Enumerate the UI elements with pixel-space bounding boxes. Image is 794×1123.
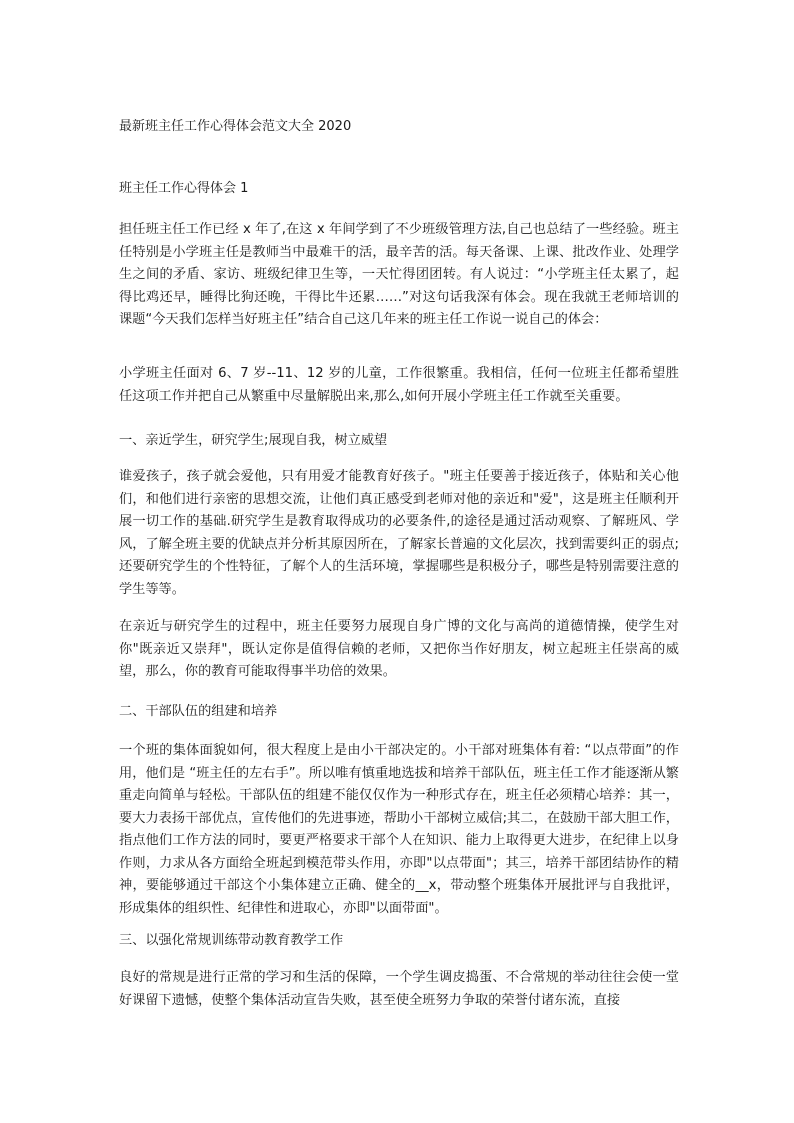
heading-section-2: 二、干部队伍的组建和培养 — [119, 704, 278, 719]
paragraph-prestige: 在亲近与研究学生的过程中，班主任要努力展现自身广博的文化与高尚的道德情操，使学生对你"既亲近又崇拜"，既认定你是值得信赖的老师，又把你当作好朋友，树立起班主任崇高的威望，那么，你的教育可能取得事半功倍的效果。 — [119, 619, 679, 679]
heading-section-3: 三、以强化常规训练带动教育教学工作 — [119, 933, 344, 948]
paragraph-routine: 良好的常规是进行正常的学习和生活的保障，一个学生调皮捣蛋、不合常规的举动往往会使一堂好课留下遗憾，使整个集体活动宣告失败，甚至使全班努力争取的荣誉付诸东流，直接 — [119, 970, 679, 1008]
heading-section-1: 一、亲近学生，研究学生;展现自我，树立威望 — [119, 433, 388, 448]
section-title: 班主任工作心得体会 1 — [119, 181, 249, 196]
paragraph-intro: 担任班主任工作已经 x 年了,在这 x 年间学到了不少班级管理方法,自己也总结了一些经验。班主任特别是小学班主任是教师当中最难干的活，最辛苦的活。每天备课、上课、批改作业、处理学生之间的矛盾、家访、班级纪律卫生等，一天忙得团团转。有人说过：“小学班主任太累了，起得比鸡还早，睡得比狗还晚，干得比牛还累……”对这句话我深有体会。现在我就王老师培训的课题“今天我们怎样当好班主任”结合自己这几年来的班主任工作说一说自己的体会： — [119, 222, 679, 327]
paragraph-workload: 小学班主任面对 6、7 岁--11、12 岁的儿童，工作很繁重。我相信，任何一位班主任都希望胜任这项工作并把自己从繁重中尽量解脱出来,那么,如何开展小学班主任工作就至关重要。 — [119, 366, 679, 404]
paragraph-love-students: 谁爱孩子，孩子就会爱他，只有用爱才能教育好孩子。"班主任要善于接近孩子，体贴和关心他们，和他们进行亲密的思想交流，让他们真正感受到老师对他的亲近和"爱"，这是班主任顺利开展一切工作的基础.研究学生是教育取得成功的必要条件,的途径是通过活动观察、了解班风、学风，了解全班主要的优缺点并分析其原因所在，了解家长普遍的文化层次，找到需要纠正的弱点;还要研究学生的个性特征，了解个人的生活环境，掌握哪些是积极分子，哪些是特别需要注意的学生等等。 — [119, 469, 679, 597]
paragraph-cadres: 一个班的集体面貌如何，很大程度上是由小干部决定的。小干部对班集体有着: “以点带面”的作用，他们是 “班主任的左右手”。所以唯有慎重地选拔和培养干部队伍，班主任工作才能逐渐从繁重走向简单与轻松。干部队伍的组建不能仅仅作为一种形式存在，班主任必须精心培养：其一，要大力表扬干部优点，宣传他们的先进事迹，帮助小干部树立威信;其二，在鼓励干部大胆工作，指点他们工作方法的同时，要更严格要求干部个人在知识、能力上取得更大进步，在纪律上以身作则，力求从各方面给全班起到模范带头作用，亦即"以点带面"；其三，培养干部团结协作的精神，要能够通过干部这个小集体建立正确、健全的__x，带动整个班集体开展批评与自我批评，形成集体的组织性、纪律性和进取心，亦即"以面带面"。 — [119, 743, 679, 916]
document-title: 最新班主任工作心得体会范文大全 2020 — [119, 119, 352, 134]
